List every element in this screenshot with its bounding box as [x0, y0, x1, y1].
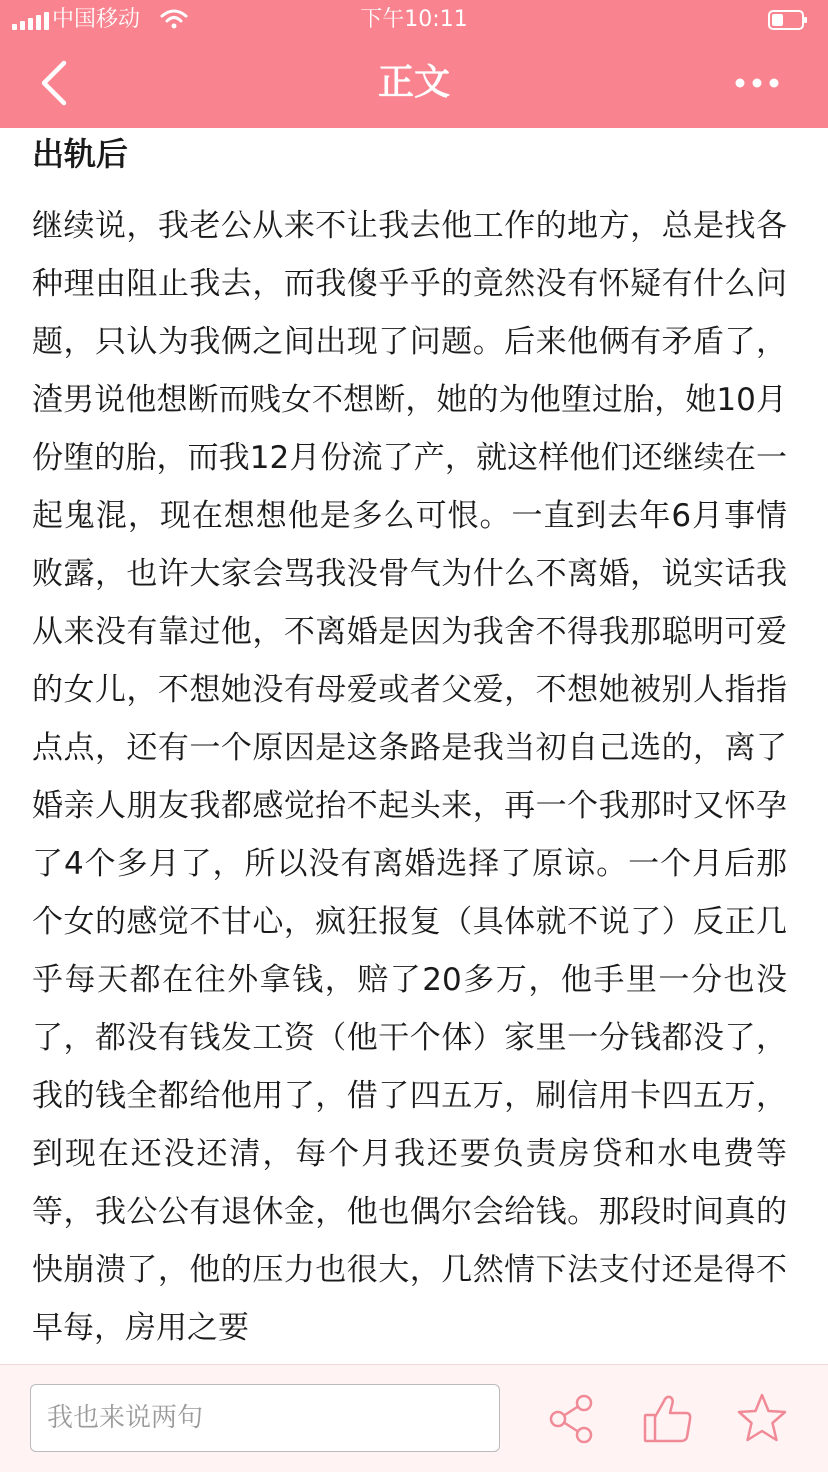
- article-body: 继续说，我老公从来不让我去他工作的地方，总是找各种理由阻止我去，而我傻乎乎的竟然没有怀疑有什么问题，只认为我俩之间出现了问题。后来他俩有矛盾了，渣男说他想断而贱女不想断，她的为他堕过胎，她10月份堕的胎，而我12月份流了产，就这样他们还继续在一起鬼混，现在想想他是多么可恨。一直到去年6月事情败露，也许大家会骂我没骨气为什么不离婚，说实话我从来没有靠过他，不离婚是因为我舍不得我那聪明可爱的女儿，不想她没有母爱或者父爱，不想她被别人指指点点，还有一个原因是这条路是我当初自己选的，离了婚亲人朋友我都感觉抬不起头来，再一个我那时又怀孕了4个多月了，所以没有离婚选择了原谅。一个月后那个女的感觉不甘心，疯狂报复（具体就不说了）反正几乎每天都在往外拿钱，赔了20多万，他手里一分也没了，都没有钱发工资（他干个体）家里一分钱都没了，我的钱全都给他用了，借了四五万，刷信用卡四五万，到现在还没还清，每个月我还要负责房贷和水电费等等，我公公有退休金，他也偶尔会给钱。那段时间真的快崩溃了，他的压力也很大，几然情下法支付还是得不早每，房用之要: [32, 208, 787, 1346]
- like-button[interactable]: [640, 1391, 696, 1447]
- more-button[interactable]: [732, 68, 782, 98]
- bottom-bar: [0, 1364, 828, 1472]
- status-time: 下午10:11: [360, 7, 468, 32]
- battery-icon: [768, 10, 808, 30]
- comment-input[interactable]: 我也来说两句: [30, 1384, 500, 1452]
- favorite-button[interactable]: [734, 1391, 790, 1447]
- top-bar: [0, 0, 828, 128]
- thumbs-up-icon: [645, 1397, 690, 1441]
- star-icon: [739, 1395, 785, 1440]
- status-bar: [0, 0, 828, 40]
- more-horizontal-icon: [736, 79, 779, 88]
- share-icon: [551, 1396, 591, 1442]
- page-title: 正文: [377, 62, 450, 103]
- share-button[interactable]: [544, 1391, 600, 1447]
- article-title: 出轨后: [32, 135, 129, 173]
- article-content[interactable]: [0, 128, 828, 1364]
- nav-bar: [0, 40, 828, 128]
- carrier-name: 中国移动: [52, 7, 141, 32]
